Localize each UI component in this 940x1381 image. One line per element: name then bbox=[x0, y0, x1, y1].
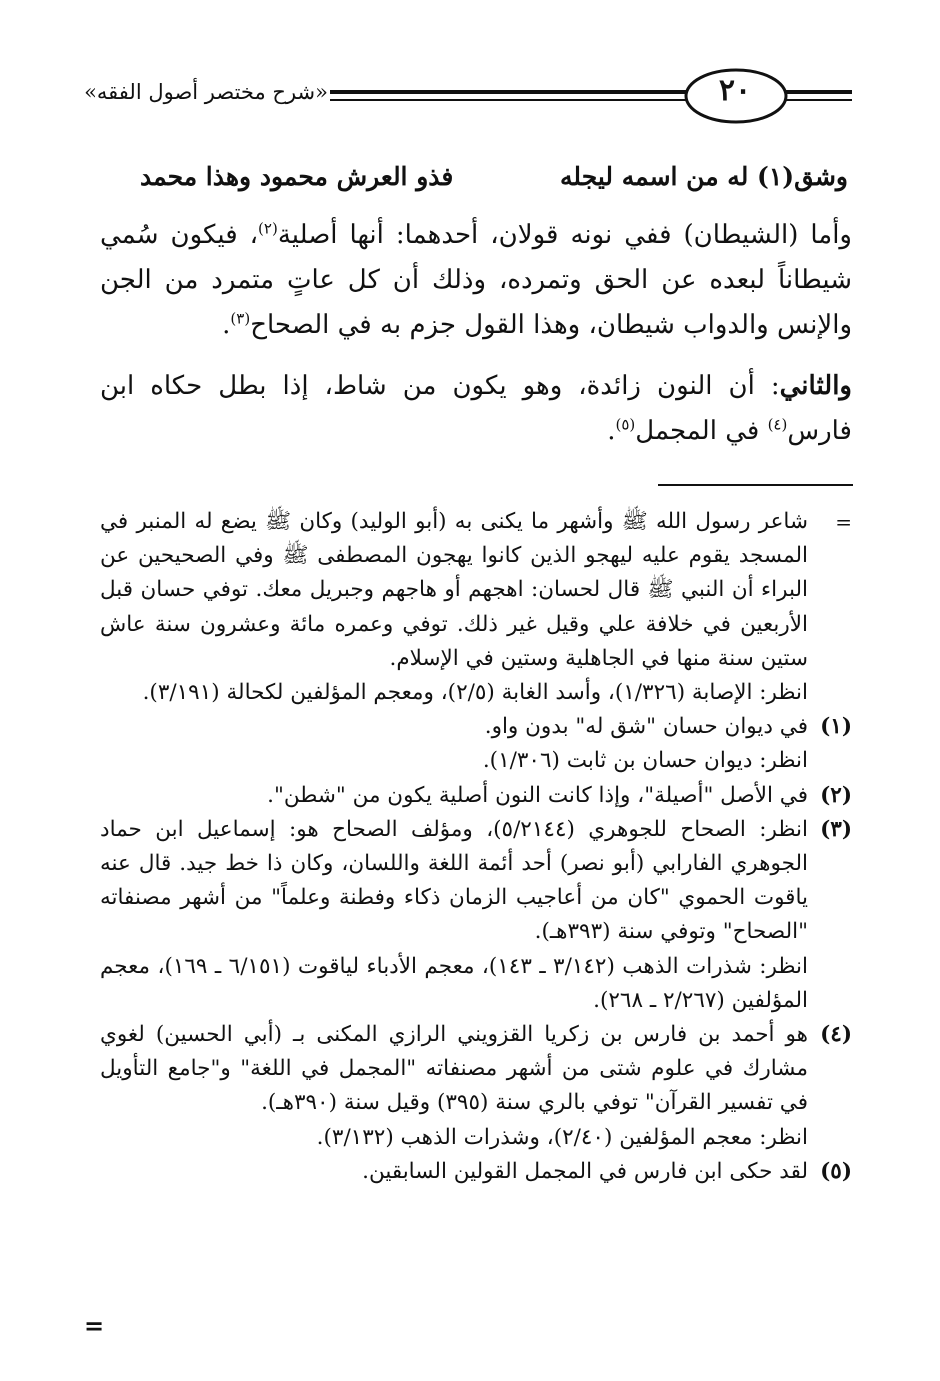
footnote-item bbox=[100, 813, 852, 1018]
page-header bbox=[0, 0, 940, 140]
footnote-ref[interactable]: (٢) bbox=[258, 219, 278, 238]
footnote-reference: انظر: شذرات الذهب (٣/١٤٢ ـ ١٤٣)، معجم الأدباء لياقوت (٦/١٥١ ـ ١٦٩)، معجم المؤلفين (٢/٢٦٧ ـ ٢٦٨). bbox=[100, 953, 809, 1013]
footnote-number: (٣) bbox=[820, 816, 852, 842]
body-paragraph bbox=[100, 364, 852, 454]
footnotes bbox=[100, 505, 852, 1189]
footnote-ref[interactable]: (٣) bbox=[230, 309, 251, 328]
footnote-number: (٤) bbox=[820, 1022, 852, 1048]
footnote-text: شاعر رسول الله ﷺ وأشهر ما يكنى به (أبو الوليد) وكان ﷺ يضع له المنبر في المسجد يقوم عليه ليهجو الذين كانوا يهجون المصطفى ﷺ وفي الصحيحين عن البراء أن النبي ﷺ قال لحسان: اهجهم أو هاجهم وجبريل معك. توفي حسان قبل الأربعين في خلافة علي وقيل غير ذلك. توفي وعمره مائة وعشرون سنة عاش ستين سنة منها في الجاهلية وستين في الإسلام. bbox=[100, 509, 808, 671]
page-continuation-mark: = bbox=[84, 1311, 105, 1340]
paragraph-lead: والثاني bbox=[779, 371, 852, 401]
footnote-reference: انظر: ديوان حسان بن ثابت (١/٣٠٦). bbox=[482, 748, 808, 774]
footnote-number: (١) bbox=[820, 714, 852, 740]
footnote-number: (٢) bbox=[820, 782, 852, 808]
footnote-text: هو أحمد بن فارس بن زكريا القزويني الرازي المكنى بـ (أبي الحسين) لغوي مشارك في علوم شتى من أشهر مصنفاته "المجمل في اللغة" و"جامع التأويل في تفسير القرآن" توفي بالري سنة (٣٩٥) وقيل سنة (٣٩٠هـ). bbox=[100, 1022, 808, 1116]
running-title: «شرح مختصر أصول الفقه» bbox=[84, 80, 328, 104]
body-paragraph bbox=[100, 213, 852, 348]
footnote-continuation bbox=[100, 505, 852, 710]
footnote-reference: انظر: معجم المؤلفين (٢/٤٠)، وشذرات الذهب (٣/١٣٢). bbox=[316, 1124, 808, 1150]
footnote-text: انظر: الصحاح للجوهري (٥/٢١٤٤)، ومؤلف الصحاح هو: إسماعيل ابن حماد الجوهري الفارابي (أبو نصر) أحد أئمة اللغة واللسان، وكان ذا خط جيد. قال عنه ياقوت الحموي "كان من أعاجيب الزمان ذكاء وفطنة وعلماً" من أشهر مصنفاته "الصحاح" وتوفي سنة (٣٩٣هـ). bbox=[100, 816, 808, 945]
header-ornament bbox=[0, 0, 940, 140]
footnote-text: لقد حكى ابن فارس في المجمل القولين السابقين. bbox=[362, 1158, 808, 1184]
verse-second-hemistich: فذو العرش محمود وهذا محمد bbox=[140, 162, 454, 191]
paragraph-text: في المجمل bbox=[635, 416, 768, 446]
footnote-text: في ديوان حسان "شق له" بدون واو. bbox=[484, 714, 808, 740]
page-number: ٢٠ bbox=[718, 73, 752, 108]
footnote-reference: انظر: الإصابة (١/٣٢٦)، وأسد الغابة (٢/٥)، ومعجم المؤلفين لكحالة (٣/١٩١). bbox=[142, 680, 808, 706]
poetry-verse bbox=[100, 162, 852, 204]
footnote-text: في الأصل "أصيلة"، وإذا كانت النون أصلية يكون من "شطن". bbox=[267, 782, 808, 808]
footnote-ref[interactable]: (٤) bbox=[767, 415, 788, 434]
footnote-item bbox=[100, 1155, 852, 1189]
paragraph-text: . bbox=[222, 310, 231, 340]
paragraph-text: : أن النون زائدة، وهو يكون من شاط، إذا بطل حكاه ابن فارس bbox=[100, 371, 852, 446]
footnote-item bbox=[100, 779, 852, 813]
continuation-mark: = bbox=[835, 510, 852, 534]
footnote-separator bbox=[658, 484, 853, 486]
verse-first-hemistich: وشق(١) له من اسمه ليجله bbox=[560, 162, 848, 191]
footnote-item bbox=[100, 1018, 852, 1155]
footnote-ref[interactable]: (٥) bbox=[615, 415, 636, 434]
paragraph-text: ، فيكون سُمي شيطاناً لبعده عن الحق وتمرده، وذلك أن كل عاتٍ متمرد من الجن والإنس والدواب شيطان، وهذا القول جزم به في الصحاح bbox=[100, 220, 852, 340]
paragraph-text: وأما (الشيطان) ففي نونه قولان، أحدهما: أنها أصلية bbox=[277, 220, 852, 250]
footnote-number: (٥) bbox=[820, 1158, 852, 1184]
paragraph-text: . bbox=[607, 416, 616, 446]
footnote-item bbox=[100, 710, 852, 778]
